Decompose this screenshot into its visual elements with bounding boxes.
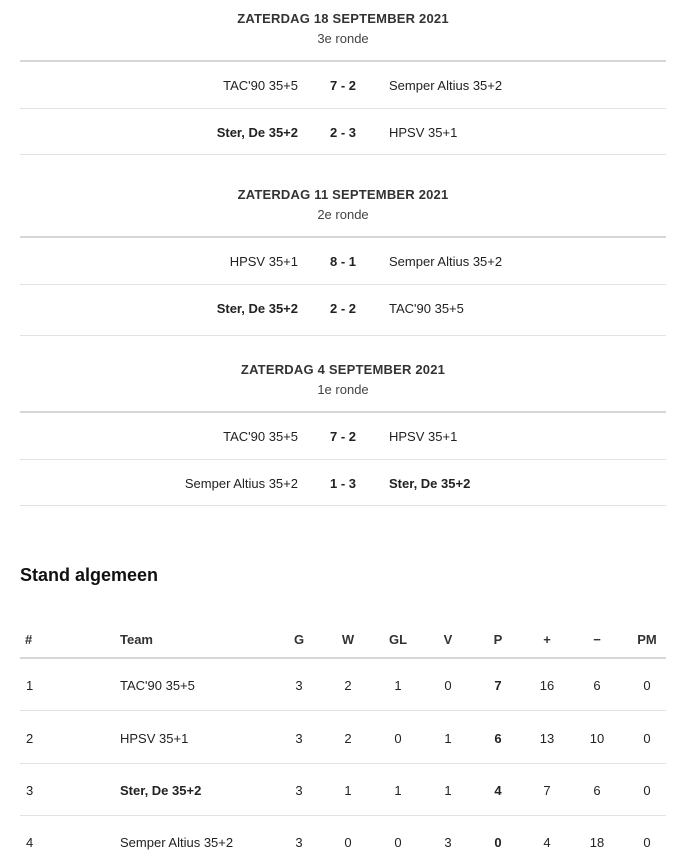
col-p: P <box>493 632 503 647</box>
standings-header-row <box>20 632 666 658</box>
won: 2 <box>344 731 352 746</box>
match-score[interactable]: 8 - 1 <box>329 254 356 269</box>
home-team[interactable]: Ster, De 35+2 <box>216 125 298 140</box>
rank: 2 <box>26 731 34 746</box>
points: 4 <box>494 783 502 798</box>
round-name: 2e ronde <box>317 207 369 222</box>
home-team[interactable]: TAC'90 35+5 <box>223 429 298 444</box>
table-row[interactable] <box>20 783 666 803</box>
divider <box>20 763 666 764</box>
match-score[interactable]: 7 - 2 <box>329 78 356 93</box>
col-gl: GL <box>388 632 408 647</box>
round-name: 3e ronde <box>317 31 369 46</box>
won: 2 <box>344 678 352 693</box>
match-row[interactable] <box>20 301 666 321</box>
col-rank: # <box>25 632 33 647</box>
goals-for: 13 <box>539 731 555 746</box>
divider <box>20 459 666 460</box>
lost: 3 <box>444 835 452 850</box>
round-date: ZATERDAG 11 SEPTEMBER 2021 <box>237 187 449 202</box>
drawn: 1 <box>394 678 402 693</box>
divider <box>20 505 666 506</box>
table-row[interactable] <box>20 835 666 855</box>
penalty-points: 0 <box>643 731 651 746</box>
drawn: 0 <box>394 835 402 850</box>
match-score[interactable]: 2 - 2 <box>329 301 356 316</box>
match-row[interactable] <box>20 476 666 496</box>
match-score[interactable]: 2 - 3 <box>329 125 356 140</box>
home-team[interactable]: TAC'90 35+5 <box>223 78 298 93</box>
away-team[interactable]: Ster, De 35+2 <box>389 476 471 491</box>
home-team[interactable]: Semper Altius 35+2 <box>184 476 298 491</box>
standings-title: Stand algemeen <box>20 565 159 585</box>
col-team: Team <box>120 632 153 647</box>
penalty-points: 0 <box>643 783 651 798</box>
team-name[interactable]: HPSV 35+1 <box>120 731 189 746</box>
away-team[interactable]: HPSV 35+1 <box>389 125 458 140</box>
rank: 1 <box>26 678 34 693</box>
lost: 1 <box>444 731 452 746</box>
goals-against: 6 <box>593 783 601 798</box>
round-date: ZATERDAG 18 SEPTEMBER 2021 <box>237 11 449 26</box>
divider <box>20 657 666 659</box>
table-row[interactable] <box>20 678 666 698</box>
col-g: G <box>293 632 305 647</box>
team-name[interactable]: Ster, De 35+2 <box>120 783 202 798</box>
match-row[interactable] <box>20 429 666 449</box>
col-plus: + <box>543 632 551 647</box>
col-pm: PM <box>637 632 657 647</box>
divider <box>20 154 666 155</box>
lost: 1 <box>444 783 452 798</box>
penalty-points: 0 <box>643 835 651 850</box>
lost: 0 <box>444 678 452 693</box>
goals-against: 18 <box>589 835 605 850</box>
away-team[interactable]: Semper Altius 35+2 <box>389 254 503 269</box>
home-team[interactable]: HPSV 35+1 <box>229 254 298 269</box>
goals-against: 6 <box>593 678 601 693</box>
played: 3 <box>295 678 303 693</box>
away-team[interactable]: Semper Altius 35+2 <box>389 78 503 93</box>
drawn: 1 <box>394 783 402 798</box>
match-row[interactable] <box>20 125 666 145</box>
rank: 4 <box>26 835 34 850</box>
col-minus: − <box>593 632 601 647</box>
goals-for: 4 <box>543 835 551 850</box>
col-w: W <box>341 632 355 647</box>
divider <box>20 284 666 285</box>
away-team[interactable]: TAC'90 35+5 <box>389 301 464 316</box>
points: 7 <box>494 678 502 693</box>
match-row[interactable] <box>20 78 666 98</box>
match-score[interactable]: 7 - 2 <box>329 429 356 444</box>
round-date: ZATERDAG 4 SEPTEMBER 2021 <box>240 362 446 377</box>
won: 1 <box>344 783 352 798</box>
played: 3 <box>295 731 303 746</box>
divider <box>20 815 666 816</box>
team-name[interactable]: Semper Altius 35+2 <box>120 835 234 850</box>
table-row[interactable] <box>20 731 666 751</box>
points: 6 <box>494 731 502 746</box>
divider <box>20 411 666 413</box>
points: 0 <box>494 835 502 850</box>
home-team[interactable]: Ster, De 35+2 <box>216 301 298 316</box>
match-score[interactable]: 1 - 3 <box>329 476 356 491</box>
divider <box>20 60 666 62</box>
away-team[interactable]: HPSV 35+1 <box>389 429 458 444</box>
goals-against: 10 <box>589 731 605 746</box>
divider <box>20 108 666 109</box>
col-v: V <box>443 632 453 647</box>
won: 0 <box>344 835 352 850</box>
match-row[interactable] <box>20 254 666 274</box>
penalty-points: 0 <box>643 678 651 693</box>
divider <box>20 710 666 711</box>
goals-for: 16 <box>539 678 555 693</box>
divider <box>20 335 666 336</box>
goals-for: 7 <box>543 783 551 798</box>
round-name: 1e ronde <box>317 382 369 397</box>
drawn: 0 <box>394 731 402 746</box>
rank: 3 <box>26 783 34 798</box>
played: 3 <box>295 783 303 798</box>
team-name[interactable]: TAC'90 35+5 <box>120 678 195 693</box>
played: 3 <box>295 835 303 850</box>
divider <box>20 236 666 238</box>
